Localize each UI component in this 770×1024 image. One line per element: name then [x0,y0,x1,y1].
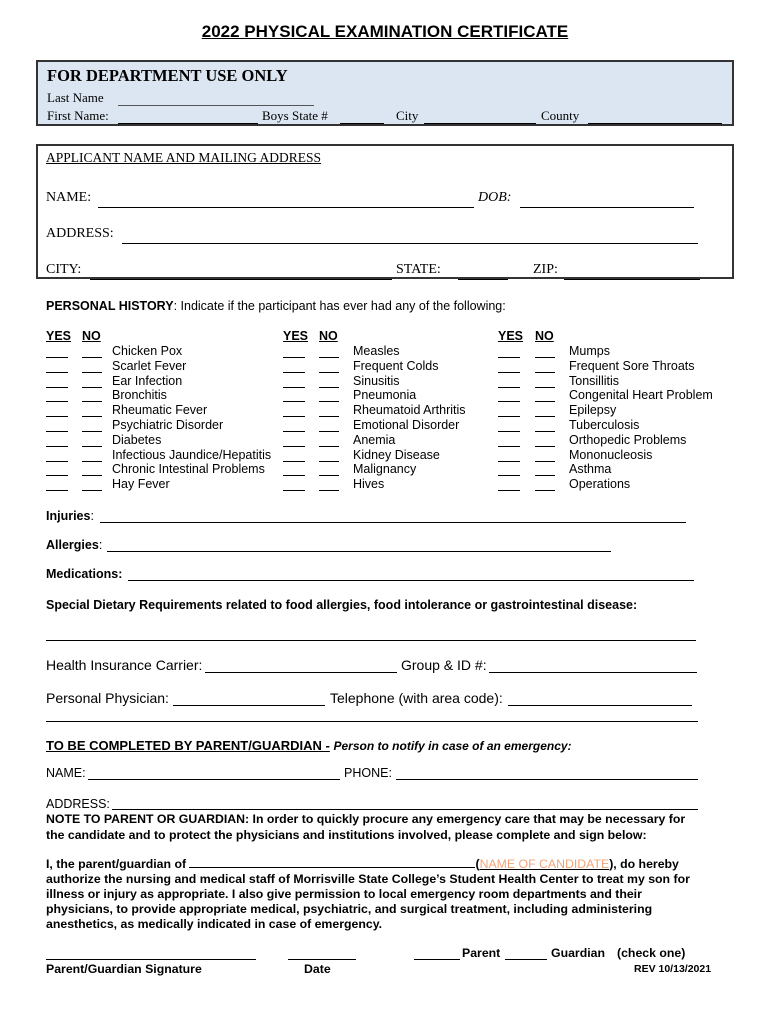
history-condition-label: Congenital Heart Problem [569,388,713,403]
history-no-checkline[interactable] [319,372,339,373]
history-no-checkline[interactable] [535,387,555,388]
group-id-label: Group & ID #: [401,657,487,673]
medications-line[interactable] [128,580,694,581]
history-condition-label: Hay Fever [112,477,170,492]
guardian-phone-line[interactable] [396,779,698,780]
history-yes-checkline[interactable] [498,431,520,432]
personal-history-text: : Indicate if the participant has ever had any of the following: [173,299,506,313]
telephone-label: Telephone (with area code): [330,690,503,706]
history-no-checkline[interactable] [82,357,102,358]
guardian-subheading: Person to notify in case of an emergency: [333,739,572,753]
history-condition-label: Frequent Sore Throats [569,358,695,373]
history-no-checkline[interactable] [82,416,102,417]
parent-check-line[interactable] [414,959,460,960]
date-label: Date [304,962,331,976]
history-yes-checkline[interactable] [498,461,520,462]
first-name-line[interactable] [118,123,258,124]
col3-yes-header: YES [498,329,524,343]
city-line[interactable] [90,279,392,280]
applicant-heading: APPLICANT NAME AND MAILING ADDRESS [46,150,322,165]
history-no-checkline[interactable] [319,416,339,417]
col1-no-header: NO [82,329,101,343]
city-label: City [396,108,419,123]
state-line[interactable] [458,279,508,280]
history-condition-label: Mononucleosis [569,447,653,462]
history-yes-checkline[interactable] [498,401,520,402]
history-no-checkline[interactable] [82,387,102,388]
address-line[interactable] [122,243,698,244]
history-no-checkline[interactable] [82,446,102,447]
page-title: 2022 PHYSICAL EXAMINATION CERTIFICATE [201,22,569,41]
history-yes-checkline[interactable] [46,416,68,417]
consent-line-2: authorize the nursing and medical staff of Morrisville State College’s Student Health Center to treat my son for [46,872,690,886]
history-condition-label: Chicken Pox [112,344,183,358]
zip-line[interactable] [564,279,700,280]
history-yes-checkline[interactable] [46,490,68,491]
history-no-checkline[interactable] [319,490,339,491]
history-no-checkline[interactable] [82,461,102,462]
consent-line-4: physicians, to provide appropriate medical, psychiatric, and surgical treatment, including administering [46,902,653,916]
history-no-checkline[interactable] [319,431,339,432]
history-yes-checkline[interactable] [283,387,305,388]
history-yes-checkline[interactable] [283,416,305,417]
county-line[interactable] [588,123,722,124]
consent-line-1: I, the parent/guardian of (NAME OF CANDIDATE), do hereby [46,857,679,871]
name-line[interactable] [98,207,474,208]
history-no-checkline[interactable] [535,372,555,373]
history-yes-checkline[interactable] [46,401,68,402]
history-condition-label: Pneumonia [353,388,417,403]
history-condition-label: Hives [353,477,385,492]
injuries-field: Injuries: [46,509,94,523]
guardian-option: Guardian [551,946,605,960]
guardian-check-line[interactable] [505,959,547,960]
guardian-phone-label: PHONE: [344,766,392,780]
note-line-1: NOTE TO PARENT OR GUARDIAN: In order to quickly procure any emergency care that may be necessary for [46,812,686,826]
history-condition-label: Frequent Colds [353,358,439,373]
check-one-note: (check one) [617,946,686,960]
history-yes-checkline[interactable] [46,475,68,476]
signature-line[interactable] [46,959,256,960]
history-yes-checkline[interactable] [46,372,68,373]
history-no-checkline[interactable] [535,416,555,417]
guardian-heading: TO BE COMPLETED BY PARENT/GUARDIAN - [46,738,330,753]
consent-start: I, the parent/guardian of [46,857,187,871]
history-condition-label: Epilepsy [569,403,617,418]
history-condition-label: Rheumatic Fever [112,403,208,418]
history-condition-label: Anemia [353,432,396,447]
history-no-checkline[interactable] [82,372,102,373]
history-condition-label: Measles [353,344,400,358]
allergies-field: Allergies: [46,538,103,552]
telephone-line[interactable] [508,705,692,706]
history-condition-label: Tuberculosis [569,418,640,432]
insurance-label: Health Insurance Carrier: [46,657,203,673]
guardian-heading-row [46,738,572,753]
history-no-checkline[interactable] [535,357,555,358]
physician-line[interactable] [173,705,325,706]
injuries-label: Injuries [46,509,91,523]
history-no-checkline[interactable] [82,431,102,432]
history-no-checkline[interactable] [535,461,555,462]
guardian-name-label: NAME: [46,766,86,780]
history-condition-label: Infectious Jaundice/Hepatitis [112,447,272,462]
history-yes-checkline[interactable] [46,357,68,358]
history-no-checkline[interactable] [319,401,339,402]
history-no-checkline[interactable] [82,490,102,491]
history-condition-label: Emotional Disorder [353,418,460,432]
history-condition-label: Operations [569,477,631,492]
county-label: County [541,108,580,123]
last-name-label: Last Name [47,90,104,105]
dietary-line[interactable] [46,640,696,641]
history-condition-label: Tonsillitis [569,373,620,388]
first-name-label: First Name: [47,108,109,123]
dob-label: DOB: [478,190,512,205]
separator-line [46,721,698,722]
guardian-address-label: ADDRESS: [46,797,110,811]
note-line-2: the candidate and to protect the physicians and institutions involved, please complete and sign below: [46,828,647,842]
last-name-line[interactable] [118,105,314,106]
history-yes-checkline[interactable] [498,490,520,491]
history-condition-label: Chronic Intestinal Problems [112,462,265,477]
name-label: NAME: [46,190,92,205]
history-condition-label: Ear Infection [112,373,183,388]
history-condition-label: Scarlet Fever [112,358,187,373]
history-yes-checkline[interactable] [498,372,520,373]
history-condition-label: Asthma [569,462,612,477]
department-heading: FOR DEPARTMENT USE ONLY [47,66,288,85]
state-label: STATE: [396,262,441,277]
history-condition-label: Rheumatoid Arthritis [353,403,466,418]
history-yes-checkline[interactable] [46,461,68,462]
candidate-name-line[interactable] [189,866,475,868]
history-condition-label: Psychiatric Disorder [112,418,224,432]
history-yes-checkline[interactable] [498,416,520,417]
history-yes-checkline[interactable] [283,431,305,432]
revision-label: REV 10/13/2021 [634,963,712,975]
history-yes-checkline[interactable] [283,401,305,402]
consent-line-3: illness or injury as appropriate. I also give permission to local emergency room departments and their [46,887,642,901]
address-label: ADDRESS: [46,226,114,241]
allergies-line[interactable] [107,551,611,552]
signature-label: Parent/Guardian Signature [46,962,202,976]
col3-no-header: NO [535,329,554,343]
history-yes-checkline[interactable] [46,387,68,388]
history-no-checkline[interactable] [319,461,339,462]
history-yes-checkline[interactable] [46,431,68,432]
history-condition-label: Sinusitis [353,373,400,388]
history-no-checkline[interactable] [535,446,555,447]
department-use-box [36,60,734,126]
col2-yes-header: YES [283,329,309,343]
medications-label: Medications: [46,567,123,581]
history-condition-label: Mumps [569,344,610,358]
history-no-checkline[interactable] [319,357,339,358]
personal-history-intro [46,299,506,313]
date-line[interactable] [288,959,356,960]
city-label: CITY: [46,262,82,277]
physician-label: Personal Physician: [46,690,169,706]
injuries-line[interactable] [100,522,686,523]
history-condition-label: Diabetes [112,432,162,447]
guardian-name-line[interactable] [88,779,340,780]
history-yes-checkline[interactable] [283,461,305,462]
history-yes-checkline[interactable] [498,446,520,447]
history-yes-checkline[interactable] [498,387,520,388]
history-no-checkline[interactable] [82,475,102,476]
history-yes-checkline[interactable] [283,475,305,476]
col1-yes-header: YES [46,329,72,343]
group-id-line[interactable] [489,672,697,673]
history-no-checkline[interactable] [535,490,555,491]
history-condition-label: Kidney Disease [353,447,440,462]
boys-state-line[interactable] [340,123,384,124]
zip-label: ZIP: [533,262,558,277]
history-yes-checkline[interactable] [283,490,305,491]
history-no-checkline[interactable] [82,401,102,402]
consent-line-5: anesthetics, as medically indicated in case of emergency. [46,917,383,931]
dob-line[interactable] [520,207,694,208]
history-condition-label: Malignancy [353,462,417,477]
boys-state-label: Boys State # [262,108,328,123]
guardian-address-line[interactable] [112,809,698,810]
allergies-label: Allergies [46,538,99,552]
history-no-checkline[interactable] [319,387,339,388]
history-no-checkline[interactable] [319,446,339,447]
history-condition-label: Orthopedic Problems [569,432,687,447]
city-line[interactable] [424,123,536,124]
history-no-checkline[interactable] [535,401,555,402]
personal-history-label: PERSONAL HISTORY [46,299,174,313]
history-condition-label: Bronchitis [112,388,167,403]
insurance-line[interactable] [205,672,397,673]
candidate-name-placeholder: NAME OF CANDIDATE [479,857,610,871]
dietary-label: Special Dietary Requirements related to food allergies, food intolerance or gastrointestinal disease: [46,598,638,612]
col2-no-header: NO [319,329,338,343]
history-yes-checkline[interactable] [283,357,305,358]
history-no-checkline[interactable] [535,475,555,476]
history-yes-checkline[interactable] [283,446,305,447]
consent-end: ), do hereby [609,857,679,871]
history-yes-checkline[interactable] [498,475,520,476]
history-yes-checkline[interactable] [498,357,520,358]
applicant-box [36,144,734,279]
history-yes-checkline[interactable] [283,372,305,373]
history-yes-checkline[interactable] [46,446,68,447]
history-no-checkline[interactable] [535,431,555,432]
history-no-checkline[interactable] [319,475,339,476]
parent-option: Parent [462,946,501,960]
